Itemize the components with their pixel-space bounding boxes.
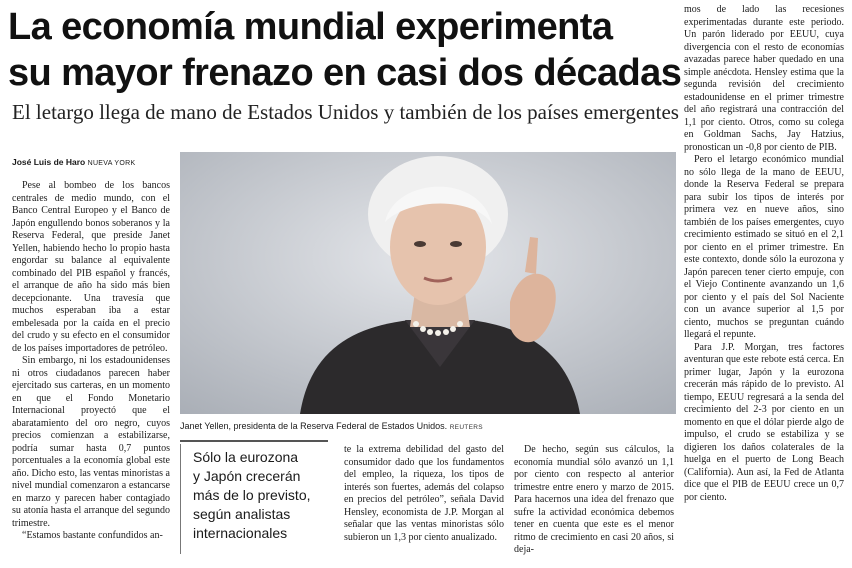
- pullquote-line: y Japón crecerán: [193, 468, 301, 484]
- body-column-3: [514, 444, 674, 562]
- paragraph: Pese al bombeo de los bancos centrales de medio mundo, con el Banco Central Europeo y el Banco de Japón engullendo bonos soberanos y la Reserva Federal, que preside Janet Yellen, habiendo hecho lo propio hasta engordar su balance al equivalente combinado del PIB español y francés, el arranque de año ha sido más bien decepcionante. Una travesía que muchos esperaban iba a estar embelesada por la caída en el precio del crudo y su efecto en el consumidor de los países importadores de petróleo.: [12, 180, 170, 354]
- pullquote: [180, 444, 328, 554]
- author-name: José Luis de Haro: [12, 157, 86, 167]
- pullquote-line: más de lo previsto,: [193, 487, 311, 503]
- dateline-location: NUEVA YORK: [87, 160, 136, 167]
- subtitle: El letargo llega de mano de Estados Unidos y también de los países emergentes: [12, 100, 679, 124]
- photo-janet-yellen: [180, 152, 676, 414]
- paragraph: Para J.P. Morgan, tres factores aventuran que este rebote está cerca. En primer lugar, Japón y la eurozona crecerán más rápido de lo previsto. Al tiempo, EEUU regresará a la senda del crecimiento del 2-3 por ciento en un momento en que el dólar pierde algo de impulso, el crudo se estabiliza y se digieren los daños colaterales de la huelga en el puerto de Long Beach (California). Aun así, la Fed de Atlanta dice que el PIB de EEUU crece un 0,7 por ciento.: [684, 341, 844, 503]
- paragraph: “Estamos bastante confundidos an-: [22, 530, 163, 541]
- paragraph: mos de lado las recesiones experimentadas durante este periodo. Un parón liderado por EEUU, cuya divergencia con el resto de economías avazadas parece haber quedado en una simple anécdota. Hensley estima que la segunda revisión del crecimiento estadounidense en el primer trimestre del año registrará una contracción del 1,1 por ciento. Otros, como su colega en Goldman Sachs, Jay Hatzius, pronostican un -0,8 por ciento de PIB.: [684, 4, 844, 153]
- headline-line-2: su mayor frenazo en casi dos décadas: [8, 52, 682, 94]
- pullquote-line: Sólo la eurozona: [193, 449, 299, 465]
- pullquote-line: según analistas: [193, 506, 291, 522]
- paragraph: Pero el letargo económico mundial no sólo llega de la mano de EEUU, donde la Reserva Federal se prepara para subir los tipos de interés por primera vez en nueve años, sino también de los países emergentes, cuyo crecimiento estimado se situó en el 2,1 por ciento en el primer trimestre. En este contexto, donde sólo la eurozona y Japón parecen tener cierto empuje, con el Viejo Continente avanzando un 1,6 por ciento y el país del Sol Naciente con un avance superior al 1,5 por ciento, muchos se preguntan cuándo llegará el repunte.: [684, 154, 844, 340]
- body-column-2: [344, 444, 504, 562]
- pullquote-rule: [180, 440, 328, 442]
- byline: [12, 156, 135, 170]
- portrait-illustration: [180, 152, 676, 414]
- caption-text: Janet Yellen, presidenta de la Reserva Federal de Estados Unidos.: [180, 421, 448, 431]
- photo-caption: [180, 420, 676, 434]
- headline: [8, 4, 698, 96]
- body-column-1: [12, 180, 170, 565]
- headline-line-1: La economía mundial experimenta: [8, 6, 613, 48]
- paragraph: Sin embargo, ni los estadounidenses ni otros ciudadanos parecen haber ejercitado sus carteras, en un momento en que el Fondo Monetario Internacional proyectó que el abaratamiento del oro negro, cuyos precios comienzan a estabilizarse, podría sumar hasta 0,7 puntos porcentuales a la economía global este año. Dicho esto, las ventas minoristas a nivel mundial comenzaron a estancarse en marzo y parecen haber contagiado su atonía hasta el arranque del segundo trimestre.: [12, 355, 170, 529]
- paragraph: te la extrema debilidad del gasto del consumidor dado que los fundamentos del empleo, la riqueza, los tipos de interés son fuertes, además del colapso en precios del petróleo”, señala David Hensley, economista de J.P. Morgan al señalar que las ventas minoristas sólo subieron un 1,3 por ciento anualizado.: [344, 444, 504, 543]
- paragraph: De hecho, según sus cálculos, la economía mundial sólo avanzó un 1,1 por ciento con respecto al anterior trimestre entre enero y marzo de 2015. Para hacernos una idea del frenazo que sufre la actividad económica debemos tener en cuenta que este es el menor ritmo de crecimiento en casi 20 años, si deja-: [514, 444, 674, 555]
- photo-credit: REUTERS: [449, 424, 483, 431]
- pullquote-line: internacionales: [193, 525, 288, 541]
- body-column-4: [684, 4, 844, 564]
